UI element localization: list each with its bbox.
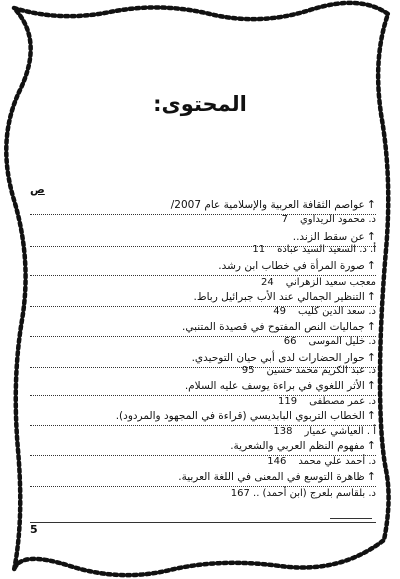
entry-page: 119 [278, 396, 298, 407]
entry-author: د. أحمد علي محمد [298, 456, 376, 467]
arrow-up-icon: ↑ [366, 409, 376, 422]
arrow-up-icon: ↑ [366, 230, 376, 243]
entry-title: الخطاب التربوي البابديسي (قراءة في المجهود والمردود). [115, 410, 365, 422]
arrow-up-icon: ↑ [366, 198, 376, 211]
entry-title: عواصم الثقافة العربية والإسلامية عام 2007/ [170, 199, 365, 211]
entry-title: عن سقط الزند.. [292, 231, 365, 243]
entry-page: 146 [267, 456, 287, 467]
arrow-up-icon: ↑ [366, 351, 376, 364]
toc-entry-title[interactable] [30, 198, 376, 215]
arrow-up-icon: ↑ [366, 439, 376, 452]
toc-entry-title[interactable] [30, 439, 376, 456]
footer-short-rule [330, 518, 372, 519]
arrow-up-icon: ↑ [366, 320, 376, 333]
entry-author: د. محمود الريداوي [299, 214, 376, 225]
toc-entry-title[interactable] [30, 379, 376, 396]
entry-page: 66 [283, 336, 297, 347]
toc-entry-title[interactable] [30, 290, 376, 307]
arrow-up-icon: ↑ [366, 379, 376, 392]
entry-page: 49 [273, 306, 286, 317]
toc-entry-title[interactable] [30, 320, 376, 337]
toc-entry-author [30, 244, 376, 260]
entry-author: د. سعد الدين كليب [298, 306, 376, 317]
entry-title: الأثر اللغوي في براءة يوسف عليه السلام. [184, 380, 365, 392]
toc-entry-author [30, 336, 376, 352]
arrow-up-icon: ↑ [366, 259, 376, 272]
toc-entry-title[interactable] [30, 409, 376, 426]
footer-rule [30, 522, 376, 523]
entry-author: معجب سعيد الزهراني [285, 277, 376, 288]
entry-title: التنظير الجمالي عند الأب جبرائيل رباط. [193, 291, 365, 303]
entry-title: مفهوم النظم العربي والشعرية. [230, 440, 365, 452]
entry-title: ظاهرة التوسع في المعنى في اللغة العربية. [178, 471, 365, 483]
entry-page: 7 [281, 214, 288, 225]
page-column-label: ص [30, 183, 45, 196]
entry-page: 95 [241, 365, 255, 376]
entry-author: د. عمر مصطفى [309, 396, 376, 407]
entry-author: أ. د. السعيد السيد عبادة [277, 244, 376, 255]
page-title: المحتوى: [153, 92, 247, 116]
entry-title: جماليات النص المفتوح في قصيدة المتنبي. [182, 321, 365, 333]
entry-page: 24 [260, 277, 274, 288]
entry-author: د. خليل الموسى [308, 336, 376, 347]
entry-page: 11 [252, 244, 266, 255]
entry-author: د. بلقاسم بلعرج (ابن أحمد) .. 167 [230, 488, 376, 499]
entry-page: 138 [273, 426, 293, 437]
entry-author: د. عبد الكريم محمد حسين [266, 365, 376, 376]
entry-title: صورة المرأة في خطاب ابن رشد. [218, 260, 365, 272]
toc-entry-author [30, 214, 376, 230]
page-number: 5 [30, 523, 38, 536]
toc-entry-title[interactable] [30, 259, 376, 276]
arrow-up-icon: ↑ [366, 470, 376, 483]
entry-title: حوار الحضارات لدى أبي حيان التوحيدي. [191, 352, 365, 364]
toc-entry-title[interactable] [30, 470, 376, 487]
entry-author: أ . العياشي عميار [304, 426, 376, 437]
toc-entry-author [30, 488, 376, 504]
arrow-up-icon: ↑ [366, 290, 376, 303]
